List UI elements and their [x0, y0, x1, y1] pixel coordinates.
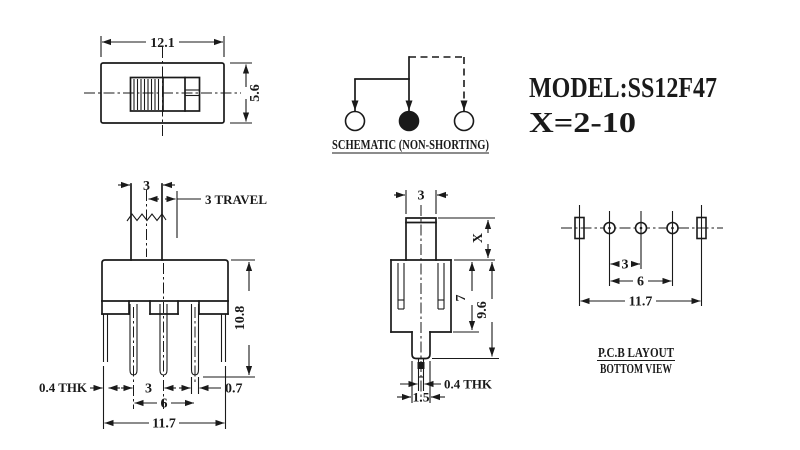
- dim-knob-height-x: [438, 218, 495, 260]
- dim-pin-width-label: 0.7: [225, 381, 243, 397]
- dim-pin-span-label: 6: [160, 396, 168, 412]
- dim-knob-height-label: X: [471, 232, 486, 244]
- dim-top-depth-label: 5.6: [248, 84, 263, 102]
- dim-top-width-label: 12.1: [150, 36, 175, 51]
- dim-stub-width-label: 1.5: [412, 389, 431, 405]
- pcb-caption-line1: P.C.B LAYOUT: [598, 345, 674, 360]
- x-range-label: X=2-10: [529, 108, 636, 139]
- side-tab-right: [438, 263, 444, 309]
- model-number-label: MODEL:SS12F47: [529, 73, 717, 104]
- dim-front-overall-label: 11.7: [152, 416, 176, 432]
- terminal-2-circle: [455, 112, 474, 131]
- pcb-layout: [561, 205, 723, 376]
- dim-tab-thickness-label: 0.4 THK: [39, 380, 88, 395]
- model-info: [529, 73, 717, 139]
- dim-pcb-overall-label: 11.7: [628, 294, 653, 310]
- dim-total-height-label: 9.6: [475, 301, 490, 319]
- dim-knob-width-label: 3: [143, 179, 150, 194]
- pcb-v-centerlines: [580, 205, 702, 306]
- mounting-tab-right: [222, 314, 226, 362]
- dim-travel: [149, 191, 268, 238]
- side-view: [391, 189, 499, 405]
- dim-side-knob-width-label: 3: [417, 188, 425, 204]
- dim-pin-pitch-label: 3: [145, 381, 152, 397]
- dim-pin-span: [135, 397, 195, 412]
- dim-pin-width: [179, 377, 243, 397]
- dim-pcb-overall: [581, 295, 701, 310]
- dim-front-height-label: 10.8: [233, 305, 248, 331]
- dim-travel-label: 3 TRAVEL: [205, 192, 268, 207]
- mounting-tab-left: [104, 314, 108, 362]
- dim-pcb-pitch-label: 3: [621, 257, 629, 273]
- dim-tab-thickness: [39, 380, 120, 395]
- dim-knob-width: [118, 179, 175, 194]
- slider-knob-top: [131, 78, 200, 112]
- dim-front-height: [203, 260, 255, 377]
- top-view: [84, 36, 263, 139]
- pcb-caption-line2: BOTTOM VIEW: [600, 361, 673, 376]
- knurl-lines: [134, 79, 159, 110]
- switch-body-front: [102, 260, 228, 301]
- dim-pcb-span-label: 6: [637, 274, 644, 290]
- schematic: [332, 57, 489, 153]
- schematic-caption: SCHEMATIC (NON-SHORTING): [332, 137, 489, 152]
- dim-pcb-span: [611, 275, 672, 290]
- front-view: [39, 179, 267, 432]
- dim-pcb-pitch: [611, 258, 641, 273]
- dim-body-height-label: 7: [454, 294, 469, 302]
- dim-total-height: [432, 262, 499, 359]
- dim-pin-pitch: [121, 382, 176, 397]
- terminal-common-circle: [400, 112, 419, 131]
- dim-body-height: [453, 262, 479, 332]
- dim-pin-thickness-label: 0.4 THK: [444, 376, 493, 392]
- terminal-1-circle: [346, 112, 365, 131]
- side-tab-left: [398, 263, 404, 309]
- front-outline: [102, 184, 228, 375]
